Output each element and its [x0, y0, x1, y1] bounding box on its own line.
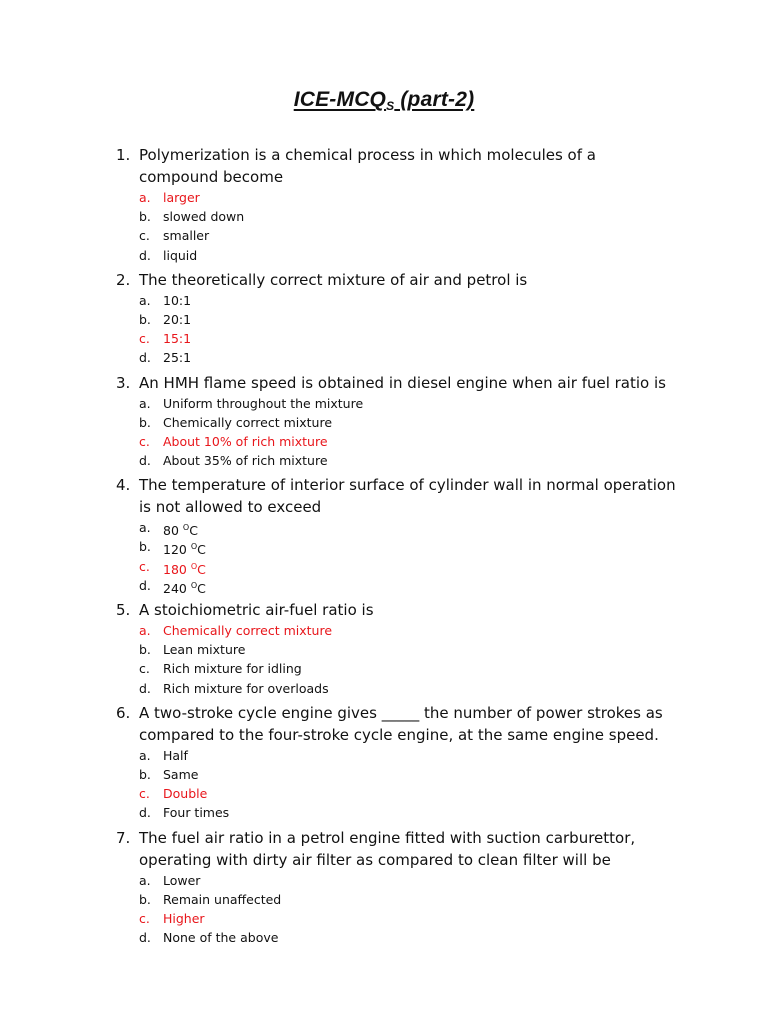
option-item [0, 518, 768, 537]
option-correct-answer [0, 329, 768, 348]
question-text: The theoretically correct mixture of air and petrol is [139, 270, 528, 289]
title-main: ICE-MCQ [293, 88, 387, 111]
option-unit: C [197, 542, 206, 558]
option-item [0, 413, 768, 432]
option-letter: c. [139, 786, 150, 802]
option-list [0, 871, 768, 948]
option-letter: a. [139, 190, 151, 205]
option-value: larger [163, 190, 200, 205]
question-item [0, 140, 768, 265]
option-value: Higher [163, 910, 205, 926]
option-letter: c. [139, 228, 150, 244]
option-letter: c. [139, 433, 150, 449]
option-text [163, 207, 244, 226]
option-item [0, 640, 768, 659]
option-unit: C [197, 580, 206, 596]
option-text [163, 679, 329, 698]
option-letter: a. [139, 520, 151, 536]
option-text [163, 413, 332, 432]
option-letter: a. [139, 395, 151, 411]
option-item [0, 291, 768, 310]
question-number: 3. [116, 373, 131, 392]
option-value: Remain unaffected [163, 891, 282, 907]
question-number: 5. [116, 601, 131, 619]
option-value: Lower [163, 872, 201, 888]
option-text [163, 451, 328, 470]
option-letter: d. [139, 577, 151, 593]
option-letter: a. [139, 872, 151, 888]
degree-superscript: O [182, 523, 190, 533]
question-item [0, 698, 768, 823]
option-item [0, 871, 768, 890]
option-correct-answer [0, 909, 768, 928]
option-value: liquid [163, 247, 198, 263]
option-item [0, 576, 768, 595]
option-value: 240 [163, 580, 191, 596]
option-value: Chemically correct mixture [163, 623, 333, 638]
question-text: A stoichiometric air-fuel ratio is [139, 601, 374, 619]
question-number: 1. [116, 146, 131, 164]
option-letter: b. [139, 414, 151, 430]
option-text [163, 765, 198, 784]
option-value: Rich mixture for idling [163, 661, 302, 677]
question-item [0, 595, 768, 698]
option-letter: c. [139, 558, 150, 574]
option-item [0, 679, 768, 698]
title-subscript: S [386, 99, 395, 113]
option-letter: b. [139, 209, 151, 225]
option-letter: c. [139, 910, 150, 926]
option-letter: a. [139, 623, 151, 638]
option-item [0, 226, 768, 245]
option-list [0, 746, 768, 823]
option-item [0, 246, 768, 265]
question-text: A two-stroke cycle engine gives _____ the number of power strokes as compared to the four-stroke cycle engine, at the same engine speed. [139, 703, 663, 744]
option-text [163, 329, 191, 348]
option-item [0, 207, 768, 226]
option-value: None of the above [163, 930, 279, 946]
option-text [163, 188, 200, 207]
option-item [0, 394, 768, 413]
option-unit: C [197, 561, 206, 577]
option-letter: b. [139, 766, 151, 782]
option-value: 10:1 [163, 292, 192, 308]
option-letter: d. [139, 453, 151, 469]
option-letter: d. [139, 680, 151, 696]
option-text [163, 348, 191, 367]
question-item [0, 823, 768, 948]
option-letter: b. [139, 311, 151, 327]
option-value: Uniform throughout the mixture [163, 395, 364, 411]
option-item [0, 746, 768, 765]
option-text [163, 621, 332, 640]
option-text [163, 909, 205, 928]
option-text [163, 310, 191, 329]
option-list [0, 621, 768, 698]
option-list [0, 291, 768, 368]
question-text: The temperature of interior surface of cylinder wall in normal operation is not allowed to exceed [139, 476, 676, 517]
option-value: Same [163, 766, 199, 782]
option-value: 25:1 [163, 350, 192, 366]
option-correct-answer [0, 188, 768, 207]
option-item [0, 537, 768, 556]
option-value: 120 [163, 542, 191, 558]
option-letter: d. [139, 350, 151, 366]
option-value: Double [163, 786, 208, 802]
option-item [0, 765, 768, 784]
question-text: An HMH flame speed is obtained in diesel engine when air fuel ratio is [139, 373, 666, 392]
option-value: 180 [163, 561, 191, 577]
option-letter: c. [139, 331, 150, 347]
question-item [0, 265, 768, 368]
option-text [163, 394, 363, 413]
option-text [163, 226, 209, 245]
option-item [0, 451, 768, 470]
option-text [163, 871, 200, 890]
option-value: About 35% of rich mixture [163, 453, 328, 469]
option-letter: b. [139, 642, 151, 658]
option-value: About 10% of rich mixture [163, 433, 328, 449]
option-text [163, 784, 207, 803]
question-number: 4. [116, 476, 131, 495]
option-letter: c. [139, 661, 150, 677]
option-value: Rich mixture for overloads [163, 680, 329, 696]
option-value: Four times [163, 805, 230, 821]
question-text: The fuel air ratio in a petrol engine fitted with suction carburettor, operating with dirty air filter as compared to clean filter will be [139, 828, 636, 869]
question-text: Polymerization is a chemical process in which molecules of a compound become [139, 146, 596, 186]
option-text [163, 803, 229, 822]
option-list [0, 188, 768, 265]
option-unit: C [189, 523, 198, 539]
option-text [163, 746, 188, 765]
degree-superscript: O [190, 542, 198, 552]
option-value: slowed down [163, 209, 245, 225]
question-item [0, 368, 768, 471]
option-correct-answer [0, 432, 768, 451]
option-text [163, 928, 278, 947]
option-item [0, 803, 768, 822]
option-list [0, 394, 768, 471]
option-value: 15:1 [163, 331, 192, 347]
option-item [0, 890, 768, 909]
option-list [0, 518, 768, 595]
option-letter: d. [139, 805, 151, 821]
option-item [0, 348, 768, 367]
question-number: 6. [116, 703, 131, 722]
option-letter: d. [139, 247, 151, 263]
option-text [163, 246, 197, 265]
option-text [163, 659, 302, 678]
option-letter: d. [139, 930, 151, 946]
option-correct-answer [0, 621, 768, 640]
question-number: 2. [116, 270, 131, 289]
option-value: Half [163, 747, 188, 763]
option-item [0, 928, 768, 947]
option-value: smaller [163, 228, 210, 244]
option-text [163, 890, 281, 909]
option-item [0, 310, 768, 329]
option-letter: a. [139, 747, 151, 763]
option-value: Lean mixture [163, 642, 246, 658]
option-letter: b. [139, 539, 151, 555]
degree-superscript: O [190, 561, 198, 571]
option-value: 20:1 [163, 311, 192, 327]
option-text [163, 432, 328, 451]
option-value: Chemically correct mixture [163, 414, 333, 430]
option-correct-answer [0, 784, 768, 803]
question-item [0, 470, 768, 595]
title-suffix: (part-2) [394, 88, 475, 111]
option-text [163, 640, 245, 659]
degree-superscript: O [190, 580, 198, 590]
question-list [0, 140, 768, 947]
option-letter: b. [139, 891, 151, 907]
page-title [0, 88, 768, 113]
option-text [163, 291, 191, 310]
option-correct-answer [0, 557, 768, 576]
option-letter: a. [139, 292, 151, 308]
question-number: 7. [116, 828, 131, 847]
option-value: 80 [163, 523, 183, 539]
option-item [0, 659, 768, 678]
